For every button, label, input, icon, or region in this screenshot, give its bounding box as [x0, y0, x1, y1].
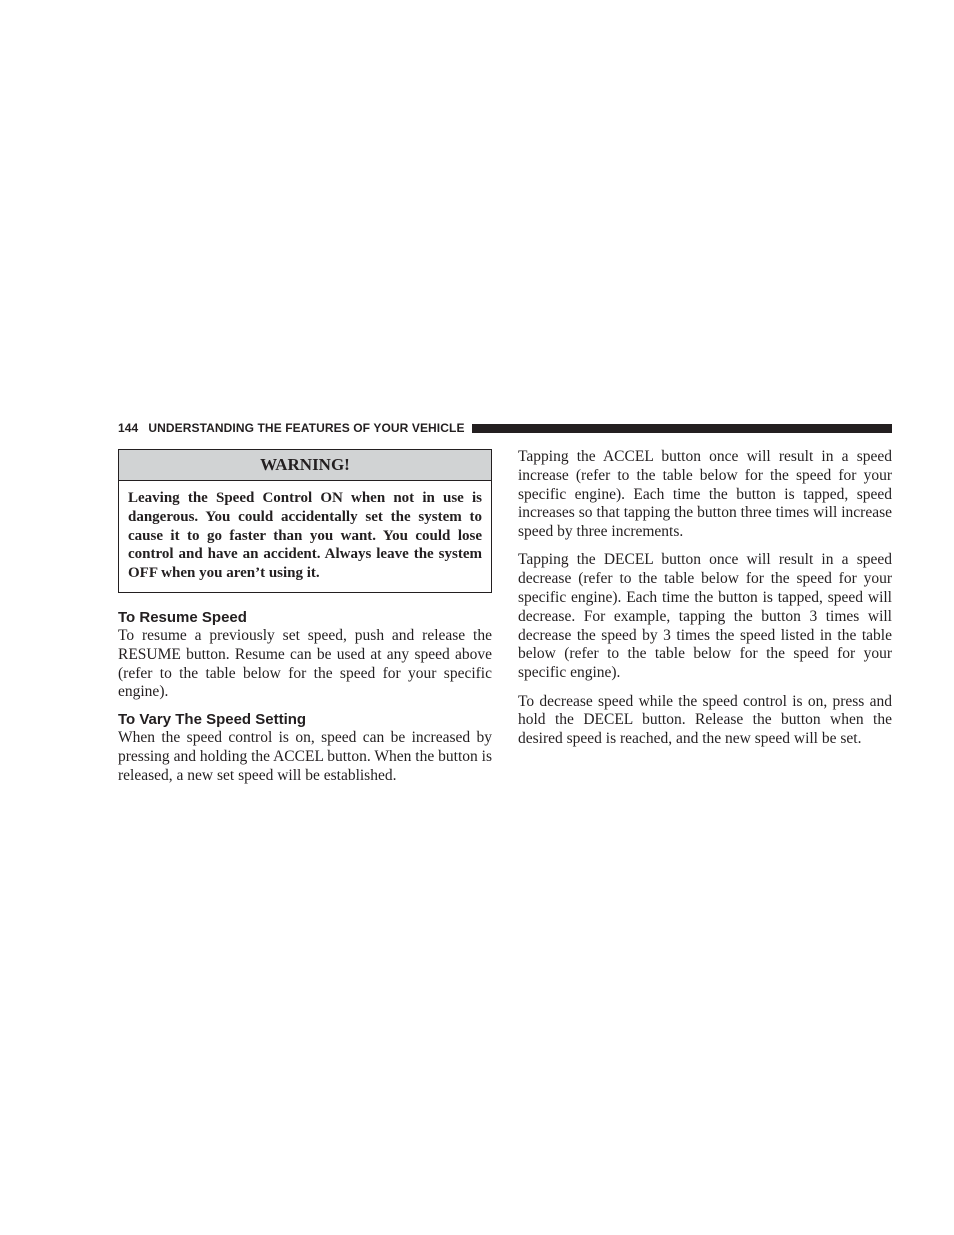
left-column [118, 449, 492, 786]
resume-speed-heading: To Resume Speed [118, 608, 247, 626]
warning-body: Leaving the Speed Control ON when not in use is dangerous. You could accidentally set the system to cause it to go faster than you want. You could lose control and have an accident. Always leave the system OFF when you aren’t using it. [128, 490, 482, 582]
resume-speed-body: To resume a previously set speed, push and release the RESUME button. Resume can be used at any speed above (refer to the table below for the speed for your specific engine). [118, 626, 492, 701]
page-number: 144 [118, 421, 139, 435]
right-column [518, 448, 892, 749]
decel-hold-paragraph: To decrease speed while the speed control is on, press and hold the DECEL button. Release the button when the desired speed is reached, and the new speed will be set. [518, 692, 892, 748]
header-rule [472, 424, 892, 433]
section-title: UNDERSTANDING THE FEATURES OF YOUR VEHICLE [148, 421, 465, 435]
page-header [118, 419, 892, 437]
vary-speed-body: When the speed control is on, speed can be increased by pressing and holding the ACCEL button. When the button is released, a new set speed will be established. [118, 729, 492, 784]
accel-tap-paragraph: Tapping the ACCEL button once will result in a speed increase (refer to the table below for the speed for your specific engine). Each time the button is tapped, speed increases so that tapping the button three times will increase speed by three increments. [518, 448, 892, 541]
decel-tap-paragraph: Tapping the DECEL button once will result in a speed decrease (refer to the table below for the speed for your specific engine). Each time the button is tapped, speed will decrease. For example, tapping the button 3 times will decrease the speed by 3 times the speed listed in the table below (refer to the table below for the speed for your specific engine). [518, 551, 892, 682]
warning-box [118, 449, 492, 593]
vary-speed-heading: To Vary The Speed Setting [118, 711, 307, 729]
warning-title: WARNING! [119, 450, 491, 481]
